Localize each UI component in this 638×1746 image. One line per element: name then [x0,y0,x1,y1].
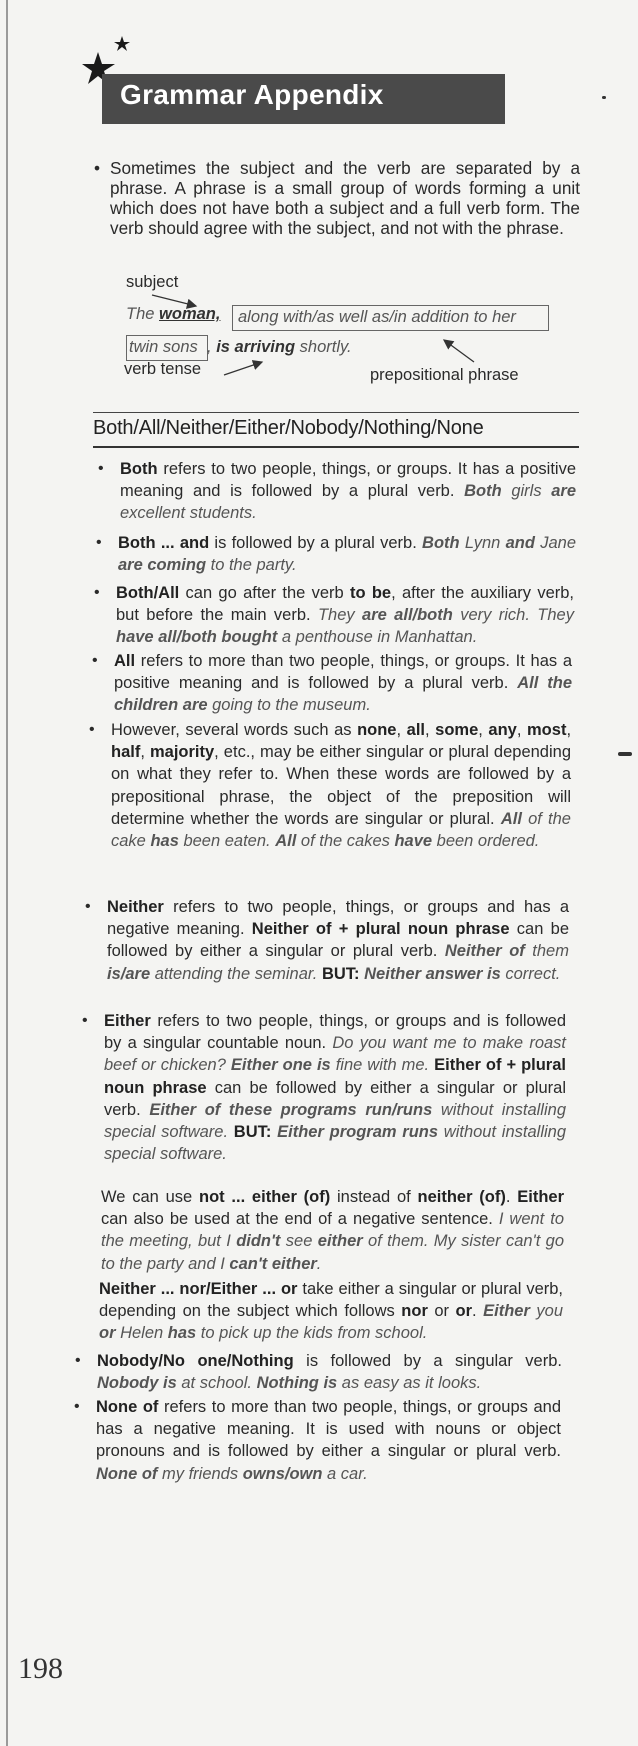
rule-both-and [96,532,577,576]
rule-text: Both ... and is followed by a plural verb. Both Lynn and Jane are coming to the party. [118,534,577,575]
rule-neither-nor [99,1278,563,1345]
rule-text: Either refers to two people, things, or groups and is followed by a singular countable noun. Do you want me to make roast beef or chicken? Either one is fine with me. Either of + plural noun phrase can be followed by either a singular or plural verb. Either of these programs run/runs without installing special software. BUT: Either program runs without installing special software. [104,1012,567,1164]
rule-text: However, several words such as none, all, some, any, most, half, majority, etc., may be either singular or plural depending on what they refer to. When these words are followed by a prepositional phrase, the object of the preposition will determine whether the words are singular or plural. All of the cake has been eaten. All of the cakes have been ordered. [111,721,572,851]
rule-text: All refers to more than two people, things, or groups. It has a positive meaning and is followed by a plural verb. All the children are going to the museum. [114,652,572,715]
label-prepositional-phrase: prepositional phrase [370,366,519,384]
rule-text: Nobody/No one/Nothing is followed by a singular verb. Nobody is at school. Nothing is as easy as it looks. [97,1352,562,1393]
rule-text: Both refers to two people, things, or groups. It has a positive meaning and is followed by a plural verb. Both girls are excellent students. [120,460,576,523]
arrow-icon [0,0,638,420]
rule-neither [85,896,570,985]
rule-nobody [75,1350,562,1394]
example-verb: is arriving [216,338,296,356]
bullet: • [75,1352,81,1369]
example-subject: woman, [159,305,221,323]
example-start: The [126,305,160,323]
bullet: • [94,584,100,601]
rule-text: None of refers to more than two people, things, or groups and has a negative meaning. It is used with nouns or object pronouns and is followed by either a singular or plural verb. None of my friends owns/own a car. [96,1398,561,1483]
bullet: • [74,1398,80,1415]
rule-text: Neither ... nor/Either ... or take either a singular or plural verb, depending on the subject which follows nor or or. Either you or Helen has to pick up the kids from school. [99,1280,564,1343]
page-number: 198 [18,1652,63,1685]
rule-text: Both/All can go after the verb to be, after the auxiliary verb, but before the main verb. They are all/both very rich. They have all/both bought a penthouse in Manhattan. [116,584,574,647]
rule-both-all [94,582,574,649]
bullet: • [82,1012,88,1029]
bullet: • [89,721,95,738]
page-title: Grammar Appendix [120,79,384,110]
rule-text: Neither refers to two people, things, or groups and has a negative meaning. Neither of + plural noun phrase can be followed by either a singular or plural verb. Neither of them is/are attending the seminar. BUT: Neither answer is correct. [107,898,570,983]
bullet: • [98,460,104,477]
bullet: • [94,158,101,178]
rule-not-either [101,1186,564,1275]
rule-text: We can use not ... either (of) instead of neither (of). Either can also be used at the end of a negative sentence. I went to the meeting, but I didn't see either of them. My sister can't go to the party and I can't either. [101,1188,564,1273]
example-comma: , [207,338,212,356]
example-phrase-2: twin sons [129,338,198,356]
bullet: • [92,652,98,669]
label-subject: subject [126,273,179,291]
bullet: • [96,534,102,551]
rule-either [82,1010,567,1165]
example-end: shortly. [295,338,352,356]
bullet: • [85,898,91,915]
rule-none [74,1396,561,1485]
speck [618,752,632,756]
rule-however [89,719,572,852]
label-verb-tense: verb tense [124,360,202,378]
section-title: Both/All/Neither/Either/Nobody/Nothing/None [93,412,579,448]
example-phrase-1: along with/as well as/in addition to her [238,308,516,326]
intro-text: Sometimes the subject and the verb are separated by a phrase. A phrase is a small group of words forming a unit which does not have both a subject and a full verb form. The verb should agree with the subject, and not with the phrase. [110,158,580,238]
rule-both [98,458,576,525]
rule-all [92,650,572,717]
